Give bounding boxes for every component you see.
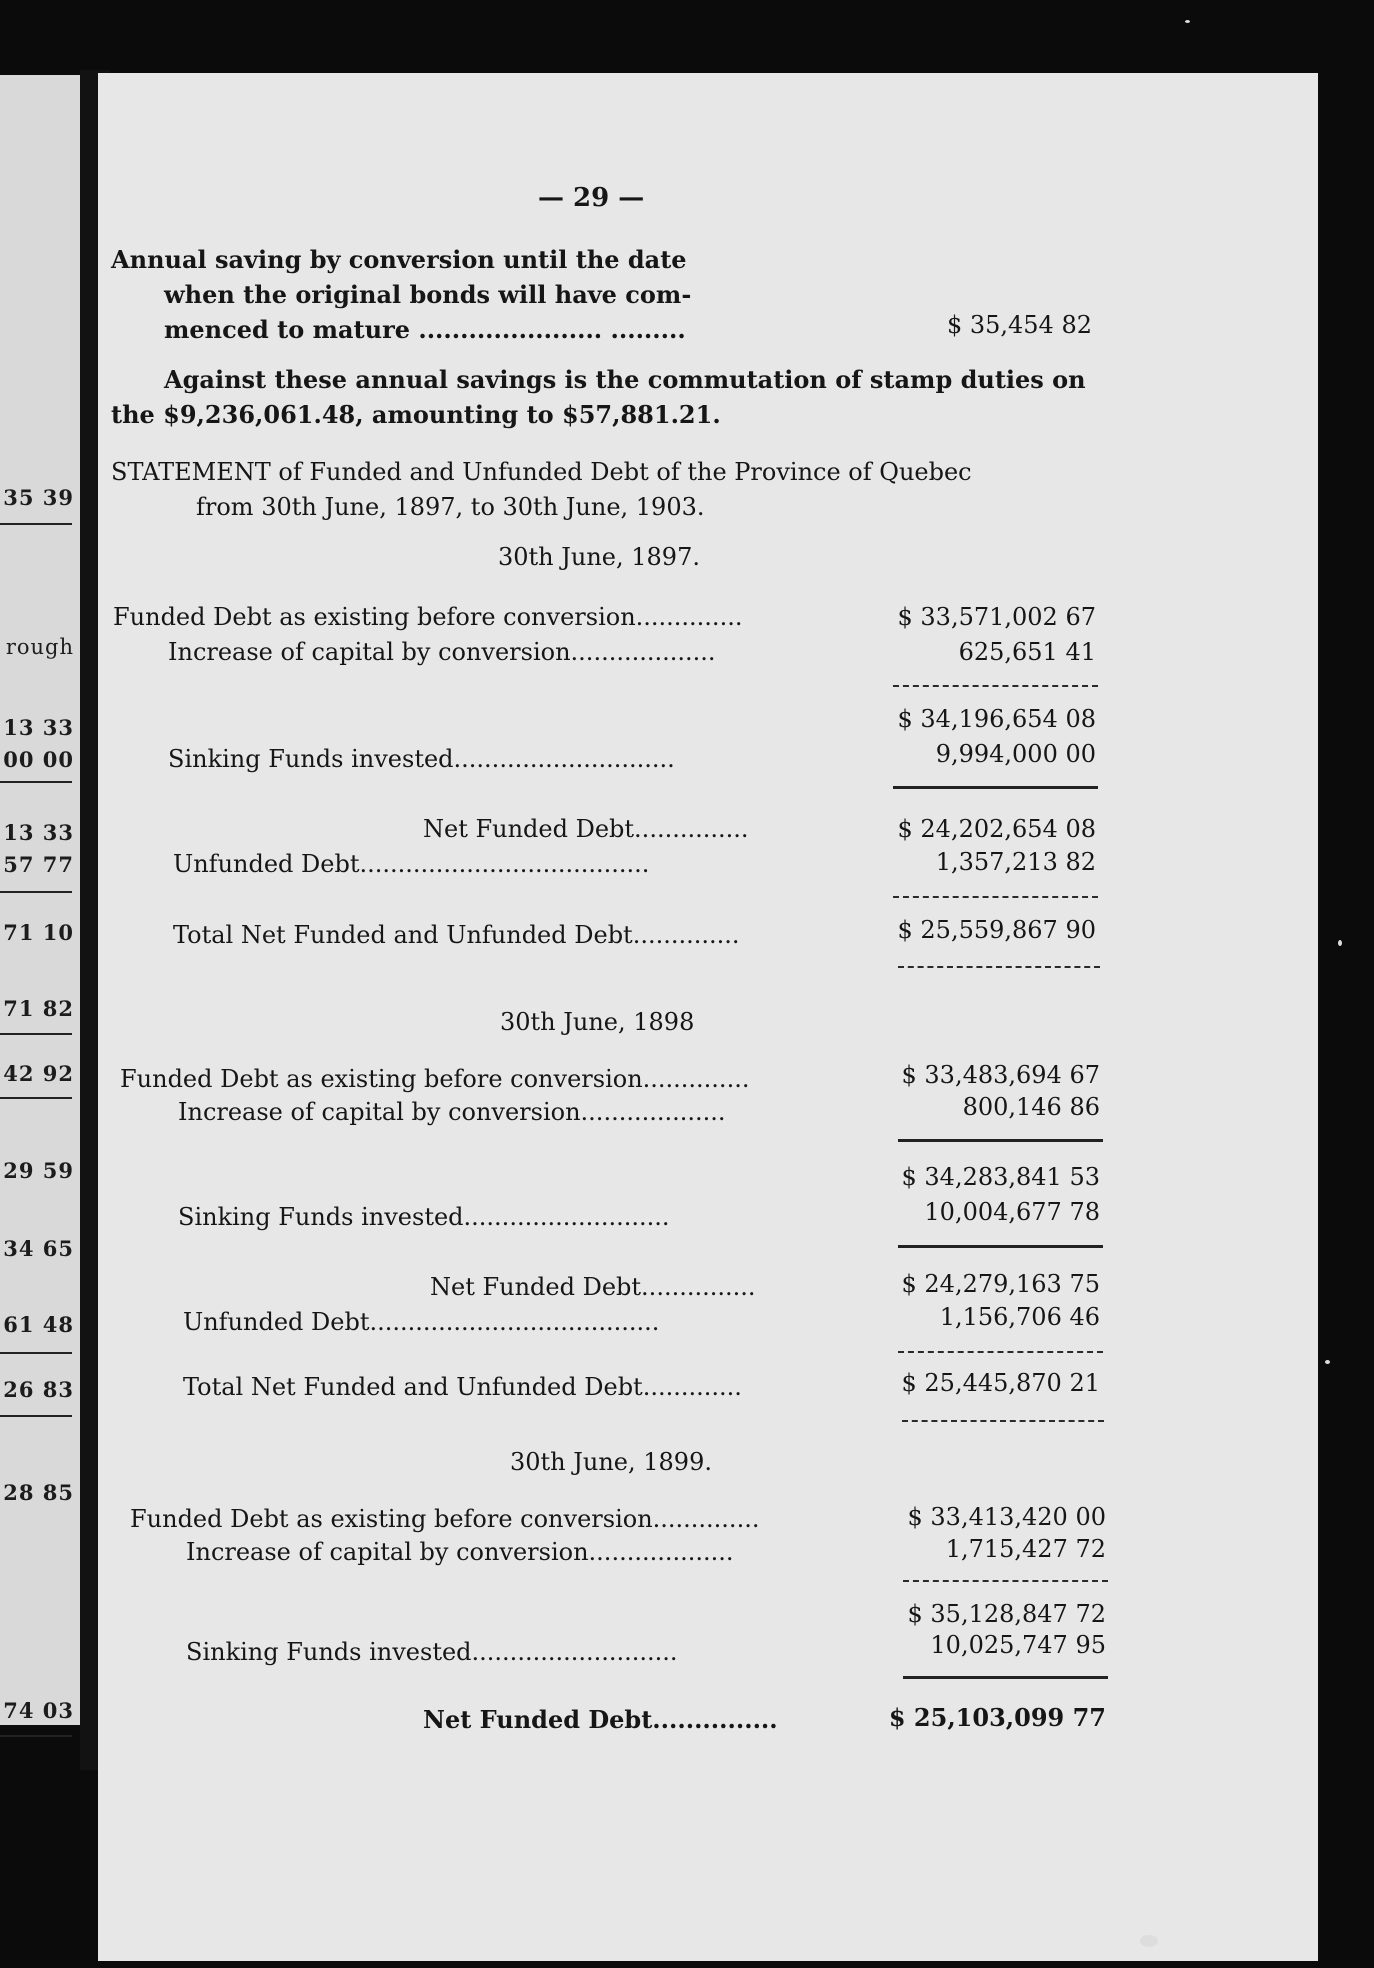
sinking-funds-amount: 10,004,677 78 xyxy=(924,1198,1100,1226)
scan-speck xyxy=(1185,20,1190,23)
sum-rule xyxy=(898,1351,1103,1353)
sum-rule xyxy=(902,1420,1104,1422)
sum-rule xyxy=(898,1139,1103,1142)
net-funded-label: Net Funded Debt............... xyxy=(430,1273,756,1301)
document-page xyxy=(98,73,1318,1961)
facing-rule xyxy=(0,891,72,893)
increase-amount: 800,146 86 xyxy=(962,1093,1100,1121)
facing-number: 28 85 xyxy=(3,1480,74,1505)
facing-number: 00 00 xyxy=(3,747,74,772)
facing-number: 61 48 xyxy=(3,1312,74,1337)
intro-amount: $ 35,454 82 xyxy=(946,311,1092,339)
sinking-funds-label: Sinking Funds invested........................... xyxy=(178,1203,670,1231)
facing-number: 42 92 xyxy=(3,1061,74,1086)
sum-rule xyxy=(893,685,1098,687)
intro-line: when the original bonds will have com- xyxy=(164,280,692,309)
net-funded-label: Net Funded Debt............... xyxy=(423,1705,778,1734)
facing-number: 74 03 xyxy=(3,1698,74,1723)
facing-number: 13 33 xyxy=(3,820,74,845)
net-funded-amount: $ 24,279,163 75 xyxy=(901,1270,1100,1298)
subtotal-amount: $ 34,283,841 53 xyxy=(901,1163,1100,1191)
increase-label: Increase of capital by conversion................... xyxy=(178,1098,726,1126)
funded-debt-amount: $ 33,571,002 67 xyxy=(897,603,1096,631)
total-label: Total Net Funded and Unfunded Debt.............. xyxy=(173,921,740,949)
sum-rule xyxy=(903,1580,1108,1582)
total-label: Total Net Funded and Unfunded Debt............. xyxy=(183,1373,742,1401)
increase-amount: 1,715,427 72 xyxy=(945,1535,1106,1563)
funded-debt-label: Funded Debt as existing before conversion.............. xyxy=(120,1065,750,1093)
increase-amount: 625,651 41 xyxy=(958,638,1096,666)
increase-label: Increase of capital by conversion................... xyxy=(186,1538,734,1566)
facing-page-fragment xyxy=(0,75,80,1725)
intro-paragraph: the $9,236,061.48, amounting to $57,881.21. xyxy=(111,400,721,429)
scan-speck xyxy=(1140,1935,1158,1947)
sum-rule xyxy=(893,896,1098,898)
sum-rule xyxy=(903,1676,1108,1679)
sum-rule xyxy=(898,1245,1103,1248)
facing-number: 71 10 xyxy=(3,920,74,945)
unfunded-label: Unfunded Debt...................................... xyxy=(173,850,650,878)
scan-speck xyxy=(1325,1360,1330,1364)
section-heading: 30th June, 1898 xyxy=(500,1008,695,1036)
sum-rule xyxy=(893,786,1098,789)
unfunded-amount: 1,156,706 46 xyxy=(939,1303,1100,1331)
facing-number: 57 77 xyxy=(3,852,74,877)
funded-debt-label: Funded Debt as existing before conversion.............. xyxy=(113,603,743,631)
facing-rule xyxy=(0,1352,72,1354)
section-heading: 30th June, 1897. xyxy=(498,543,700,571)
facing-rule xyxy=(0,1033,72,1035)
facing-rule xyxy=(0,523,72,525)
funded-debt-amount: $ 33,413,420 00 xyxy=(907,1503,1106,1531)
facing-number: 34 65 xyxy=(3,1236,74,1261)
statement-subtitle: from 30th June, 1897, to 30th June, 1903. xyxy=(196,493,705,521)
facing-number: 71 82 xyxy=(3,996,74,1021)
total-amount: $ 25,445,870 21 xyxy=(901,1369,1100,1397)
unfunded-amount: 1,357,213 82 xyxy=(935,848,1096,876)
total-amount: $ 25,559,867 90 xyxy=(897,916,1096,944)
facing-rule xyxy=(0,781,72,783)
net-funded-amount: $ 24,202,654 08 xyxy=(897,815,1096,843)
increase-label: Increase of capital by conversion................... xyxy=(168,638,716,666)
facing-number: 13 33 xyxy=(3,715,74,740)
facing-rule xyxy=(0,1415,72,1417)
subtotal-amount: $ 34,196,654 08 xyxy=(897,705,1096,733)
funded-debt-label: Funded Debt as existing before conversion.............. xyxy=(130,1505,760,1533)
sinking-funds-label: Sinking Funds invested............................. xyxy=(168,745,675,773)
sum-rule xyxy=(898,966,1100,968)
funded-debt-amount: $ 33,483,694 67 xyxy=(901,1061,1100,1089)
subtotal-amount: $ 35,128,847 72 xyxy=(907,1600,1106,1628)
net-funded-amount: $ 25,103,099 77 xyxy=(888,1703,1106,1732)
facing-text: rough xyxy=(5,635,74,659)
intro-paragraph: Against these annual savings is the commutation of stamp duties on xyxy=(164,365,1086,394)
statement-title: STATEMENT of Funded and Unfunded Debt of the Province of Quebec xyxy=(111,458,972,486)
intro-line: menced to mature ...................... ......... xyxy=(164,315,686,344)
sinking-funds-amount: 9,994,000 00 xyxy=(935,740,1096,768)
facing-number: 26 83 xyxy=(3,1377,74,1402)
sinking-funds-amount: 10,025,747 95 xyxy=(930,1631,1106,1659)
facing-rule xyxy=(0,1097,72,1099)
page-number: — 29 — xyxy=(538,183,645,213)
facing-number: 35 39 xyxy=(3,485,74,510)
section-heading: 30th June, 1899. xyxy=(510,1448,712,1476)
facing-rule xyxy=(0,1735,72,1737)
scan-speck xyxy=(1338,940,1342,946)
facing-number: 29 59 xyxy=(3,1158,74,1183)
intro-line: Annual saving by conversion until the date xyxy=(111,245,687,274)
unfunded-label: Unfunded Debt...................................... xyxy=(183,1308,660,1336)
sinking-funds-label: Sinking Funds invested........................... xyxy=(186,1638,678,1666)
net-funded-label: Net Funded Debt............... xyxy=(423,815,749,843)
